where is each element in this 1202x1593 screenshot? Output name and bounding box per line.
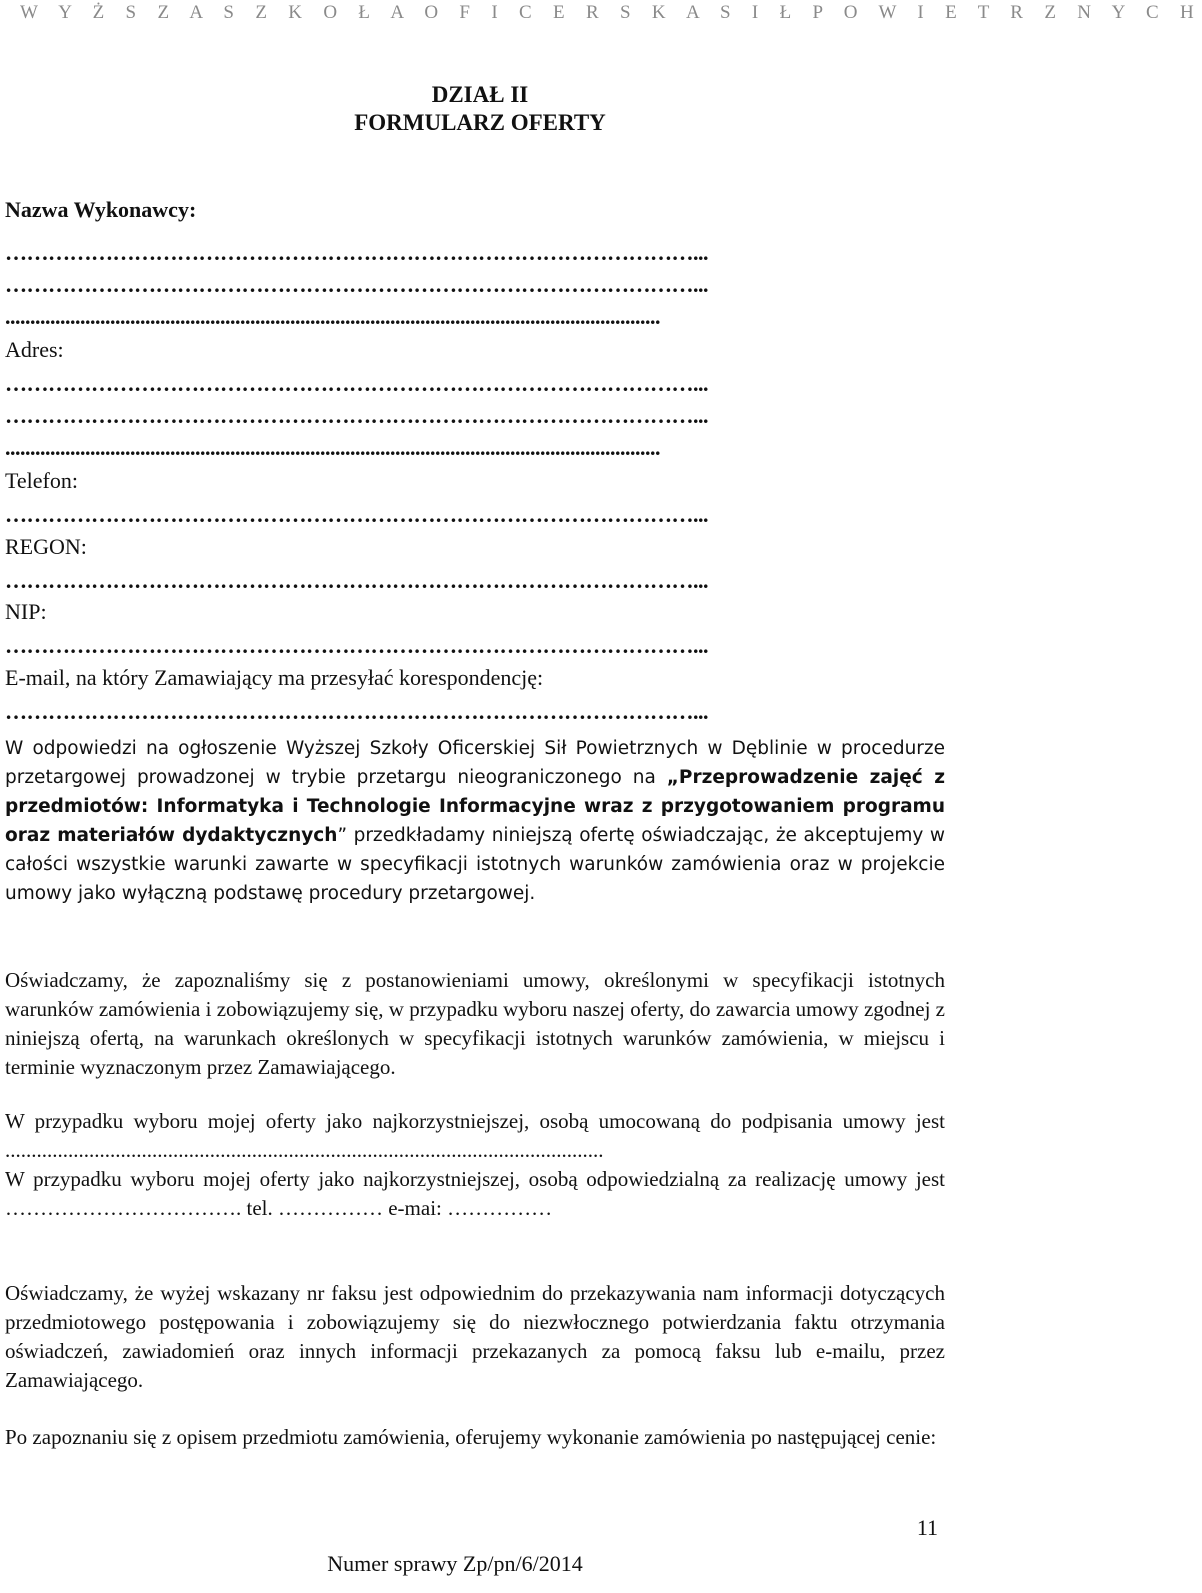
email-label: E-mail, na który Zamawiający ma przesyłać korespondencję: [5, 665, 544, 690]
case-number-footer: Numer sprawy Zp/pn/6/2014 [327, 1551, 583, 1576]
acceptance-paragraph: Oświadczamy, że zapoznaliśmy się z postanowieniami umowy, określonymi w specyfikacji istotnych warunków zamówienia i zobowiązujemy się, w przypadku wyboru naszej oferty, do zawarcia umowy zgodnej z niniejszą ofertą, na warunkach określonych w specyfikacji istotnych warunków zamówienia, w miejscu i terminie wyznaczonym przez Zamawiającego. [5, 968, 945, 1079]
page-number: 11 [916, 1515, 938, 1540]
section-title: DZIAŁ II [431, 82, 529, 107]
contractor-field-line[interactable]: ................................................................................................................................... [5, 304, 660, 329]
offer-intro-text: W odpowiedzi na ogłoszenie Wyższej Szkoły Oficerskiej Sił Powietrznych w Dęblinie w procedurze przetargowej prowadzonej w trybie przetargu nieograniczonego na [5, 738, 945, 788]
address-label: Adres: [5, 337, 64, 362]
nip-label: NIP: [5, 599, 47, 624]
offer-closing-text: ” przedkładamy niniejszą ofertę oświadczając, że akceptujemy w całości wszystkie warunki zawarte w specyfikacji istotnych warunków zamówienia oraz w projekcie umowy jako wyłączną podstawę procedury przetargowej. [5, 825, 945, 904]
school-header: W Y Ż S Z A S Z K O Ł A O F I C E R S K A S I Ł P O W I E T R Z N Y C H [20, 2, 1202, 23]
responsible-person-paragraph: W przypadku wyboru mojej oferty jako najkorzystniejszej, osobą odpowiedzialną za realizację umowy jest ……………………………. tel. …………… e-mai: …………… [5, 1167, 945, 1220]
price-intro-paragraph: Po zapoznaniu się z opisem przedmiotu zamówienia, oferujemy wykonanie zamówienia po następującej cenie: [5, 1425, 937, 1449]
email-field-line[interactable]: ……………………………………………………………………………………... [5, 699, 708, 724]
fax-declaration-paragraph: Oświadczamy, że wyżej wskazany nr faksu jest odpowiednim do przekazywania nam informacji dotyczących przedmiotowego postępowania i zobowiązujemy się do niezwłocznego potwierdzania faktu otrzymania oświadczeń, zawiadomień oraz innych informacji przekazanych za pomocą faksu lub e-mailu, przez Zamawiającego. [5, 1281, 945, 1392]
nip-field-line[interactable]: ……………………………………………………………………………………... [5, 633, 708, 658]
address-field-line[interactable]: ................................................................................................................................... [5, 435, 660, 460]
contractor-field-line[interactable]: ……………………………………………………………………………………... [5, 272, 708, 297]
address-field-line[interactable]: ……………………………………………………………………………………... [5, 403, 708, 428]
contractor-field-line[interactable]: ……………………………………………………………………………………... [5, 240, 708, 265]
offer-paragraph [5, 734, 945, 908]
form-title: FORMULARZ OFERTY [354, 110, 606, 135]
contractor-label: Nazwa Wykonawcy: [5, 197, 197, 222]
regon-field-line[interactable]: ……………………………………………………………………………………... [5, 568, 708, 593]
phone-label: Telefon: [5, 468, 78, 493]
phone-field-line[interactable]: ……………………………………………………………………………………... [5, 502, 708, 527]
address-field-line[interactable]: ……………………………………………………………………………………... [5, 371, 708, 396]
regon-label: REGON: [5, 534, 87, 559]
offer-subject-text: „Przeprowadzenie zajęć z przedmiotów: Informatyka i Technologie Informacyjne wraz z przygotowaniem programu oraz materiałów dydaktycznych [5, 767, 945, 846]
signatory-paragraph: W przypadku wyboru mojej oferty jako najkorzystniejszej, osobą umocowaną do podpisania umowy jest .................................................................................................................. [5, 1109, 945, 1162]
